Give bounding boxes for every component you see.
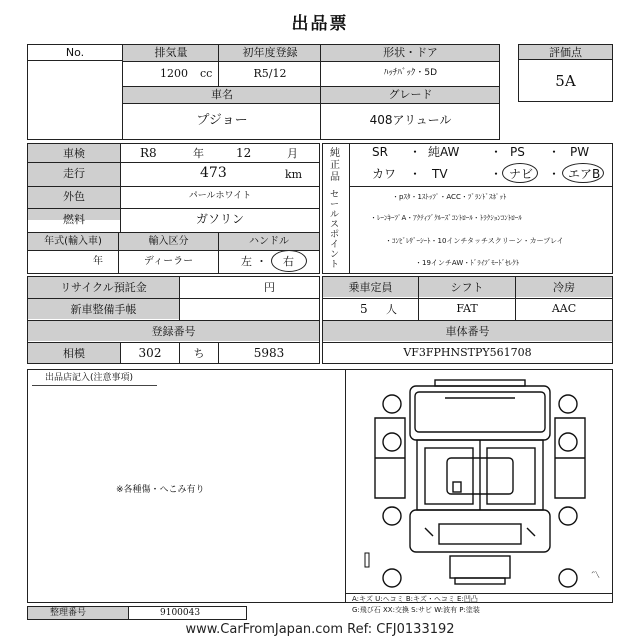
maintenance-record-label: 新車整備手帳 <box>70 303 137 316</box>
displacement-label: 排気量 <box>154 46 188 59</box>
fuel-value: ガソリン <box>195 212 244 226</box>
equip-dot: ・ <box>409 145 422 159</box>
mileage-unit: km <box>285 168 303 181</box>
recycle-deposit-unit: 円 <box>264 281 275 294</box>
registration-region: 相模 <box>63 347 85 360</box>
equip-ps: PS <box>510 145 525 159</box>
shape-value: ﾊｯﾁﾊﾞｯｸ・5D <box>383 68 438 78</box>
capacity-label: 乗車定員 <box>348 281 393 294</box>
handle-dot: ・ <box>256 255 267 268</box>
first-registration-value: R5/12 <box>253 67 287 80</box>
grade-value: 408アリュール <box>369 113 452 127</box>
handle-right: 右 <box>283 255 294 268</box>
reference-label: 整理番号 <box>50 608 87 618</box>
air-conditioner-label: 冷房 <box>553 281 575 294</box>
chassis-number-label: 車体番号 <box>445 325 490 338</box>
inspection-month: 12 <box>236 146 252 160</box>
watermark: www.CarFromJapan.com Ref: CFJ0133192 <box>185 622 455 637</box>
equip-navi: ナビ <box>509 167 534 181</box>
selling-point-4: ・19インチAW・ﾄﾞﾗｲﾌﾞﾓｰﾄﾞｾﾚｸﾄ <box>415 259 520 267</box>
equip-sr: SR <box>372 145 388 159</box>
mileage-label: 走行 <box>63 167 85 180</box>
shift-label: シフト <box>450 281 484 294</box>
equip-tv: TV <box>432 167 448 181</box>
air-conditioner-value: AAC <box>551 302 577 315</box>
color-value: パールホワイト <box>188 191 252 201</box>
inspection-year-unit: 年 <box>193 147 204 160</box>
model-year-label: 年式(輸入車) <box>44 236 102 247</box>
registration-number-label: 登録番号 <box>151 325 196 338</box>
handle-label: ハンドル <box>249 236 289 247</box>
mileage-value: 473 <box>200 165 227 181</box>
legend-row-1: A:キズ U:ヘコミ B:キズ・ヘコミ E:凹凸 <box>352 595 478 603</box>
equip-airbag: エアB <box>568 167 601 181</box>
capacity-unit: 人 <box>386 303 397 316</box>
selling-point-1: ・pｽﾀ・1ｽﾄｯﾌﾟ・ACC・ﾌﾞﾗﾝﾄﾞｽﾎﾟｯﾄ <box>392 193 507 201</box>
inspection-month-unit: 月 <box>287 147 298 160</box>
svg-text:〽: 〽 <box>591 571 601 581</box>
remarks-note: ※各種傷・へこみ有り <box>116 485 205 495</box>
equip-alloy-wheels: 純AW <box>428 145 460 159</box>
displacement-unit: cc <box>200 67 213 80</box>
equipment-label: 純正品 <box>330 148 340 183</box>
car-name-label: 車名 <box>211 88 233 101</box>
capacity-value: 5 <box>360 302 368 316</box>
equip-dot: ・ <box>490 145 503 159</box>
first-registration-label: 初年度登録 <box>242 46 298 59</box>
equip-dot: ・ <box>548 167 561 181</box>
equip-dot: ・ <box>490 167 503 181</box>
handle-left: 左 <box>241 255 252 268</box>
selling-point-3: ・ｺﾝﾋﾞﾚｻﾞｰｼｰﾄ・10インチタッチスクリーン・カープレイ <box>385 237 564 245</box>
evaluation-score: 5A <box>555 72 576 90</box>
equip-pw: PW <box>570 145 590 159</box>
registration-number: 5983 <box>253 346 285 360</box>
document-title: 出品票 <box>291 14 349 34</box>
equip-dot: ・ <box>409 167 422 181</box>
inspection-label: 車検 <box>63 147 85 160</box>
model-year-value: 年 <box>93 256 103 267</box>
shift-value: FAT <box>456 302 478 315</box>
equip-leather: カワ <box>372 167 397 181</box>
evaluation-label: 評価点 <box>549 46 582 59</box>
selling-points-label: セールスポイント <box>330 190 340 270</box>
shape-label: 形状・ドア <box>383 46 438 59</box>
color-label: 外色 <box>63 190 85 203</box>
legend-row-2: G:飛び石 XX:交換 S:サビ W:波有 P:塗装 <box>352 606 480 614</box>
reference-value: 9100043 <box>160 608 201 618</box>
inspection-era: R8 <box>140 146 157 160</box>
equipment-block <box>322 143 613 274</box>
import-type-label: 輸入区分 <box>148 236 189 247</box>
recycle-deposit-label: リサイクル預託金 <box>60 281 147 294</box>
equip-dot: ・ <box>548 145 561 159</box>
displacement-value: 1200 <box>160 67 188 80</box>
fuel-label: 燃料 <box>63 213 85 226</box>
chassis-number-value: VF3FPHNSTPY561708 <box>403 346 532 359</box>
registration-class: 302 <box>138 346 162 360</box>
selling-point-2: ・ﾚｰﾝｷｰﾌﾟA・ｱｸﾃｨﾌﾞｸﾙｰｽﾞｺﾝﾄﾛｰﾙ・ﾄﾗｸｼｮﾝｺﾝﾄﾛｰﾙ <box>370 214 522 222</box>
car-name-value: プジョー <box>196 113 248 128</box>
car-body-diagram <box>355 378 605 588</box>
import-type-value: ディーラー <box>143 256 194 267</box>
grade-label: グレード <box>388 88 433 101</box>
remarks-label: 出品店記入(注意事項) <box>45 373 134 383</box>
registration-kana: ち <box>193 347 205 360</box>
no-label: No. <box>65 46 85 59</box>
